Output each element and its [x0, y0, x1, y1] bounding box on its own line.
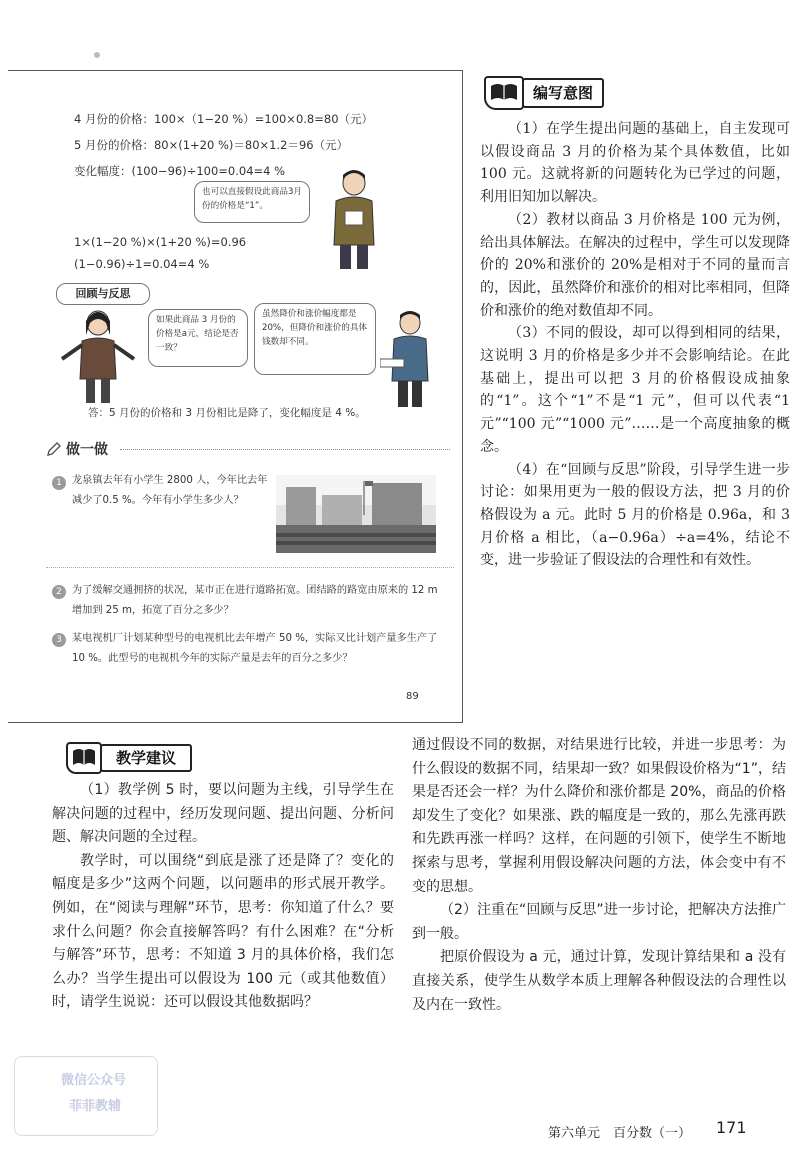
suggest-right-paragraph-2: （2）注重在“回顾与反思”进一步讨论，把解决方法推广到一般。 — [412, 902, 786, 942]
doit-divider — [120, 449, 450, 450]
exercise-3-number: 3 — [52, 633, 66, 647]
suggest-right-paragraph-1: 通过假设不同的数据，对结果进行比较，并进一步思考：为什么假设的数据不同，结果却一致？如果假设价格为“1”，结果是否还会一样？为什么降价和涨价都是 20%，商品的价格却发生了变化？如果涨、跌的幅度是一致的，那么先涨再跌和先跌再涨一样吗？这样，在问题的引领下，使学生不断地探索与思考，掌握利用假设解决问题的方法，体会变中有不变的思想。 — [412, 737, 786, 895]
exercise-2-text: 为了缓解交通拥挤的状况，某市正在进行道路拓宽。团结路的路宽由原来的 12 m 增加到 25 m，拓宽了百分之多少？ — [72, 585, 438, 616]
print-mark — [94, 52, 100, 58]
intent-paragraph-1: （1）在学生提出问题的基础上，自主发现可以假设商品 3 月的价格为某个具体数值，比如 100 元。这就将新的问题转化为已学过的问题，利用旧知加以解决。 — [480, 121, 790, 206]
intent-title: 编写意图 — [522, 78, 604, 108]
intent-paragraph-4: （4）在“回顾与反思”阶段，引导学生进一步讨论：如果用更为一般的假设方法，把 3 月的价格假设为 a 元。此时 5 月的价格是 0.96a，和 3 月价格 a 相比，（a−0.96a）÷a=4%，结论不变，进一步验证了假设法的合理性和有效性。 — [480, 461, 790, 569]
suggest-right-body — [412, 734, 786, 1017]
calc-line-3: 变化幅度：(100−96)÷100=0.04=4 % — [74, 164, 286, 178]
textbook-page — [8, 70, 463, 723]
answer-line: 答：5 月份的价格和 3 月份相比是降了，变化幅度是 4 %。 — [88, 407, 366, 419]
review-label: 回顾与反思 — [56, 283, 150, 305]
suggest-header — [66, 742, 190, 772]
footer-page-number: 171 — [716, 1118, 747, 1137]
suggest-left-paragraph-2: 教学时，可以围绕“到底是涨了还是降了？变化的幅度是多少”这两个问题，以问题串的形式展开教学。例如，在“阅读与理解”环节，思考：你知道了什么？要求什么问题？你会直接解答吗？有什么困难？在“分析与解答”环节，思考：不知道 3 月的具体价格，我们怎么办？当学生提出可以假设为 100 元（或其他数值）时，请学生说说：还可以假设其他数据吗？ — [52, 852, 394, 1011]
intent-paragraph-2: （2）教材以商品 3 月价格是 100 元为例，给出具体解法。在解决的过程中，学生可以发现降价的 20%和涨价的 20%是相对于不同的量而言的，因此，虽然降价和涨价的相对比率相同，但降价和涨价的绝对数值却不同。 — [480, 211, 790, 319]
watermark-line-1: 微信公众号 — [61, 1073, 127, 1088]
exercise-divider-1 — [46, 567, 454, 568]
school-photo — [276, 475, 436, 553]
watermark-line-2: 菲菲教辅 — [69, 1099, 122, 1114]
footer-unit: 第六单元 百分数（一） — [548, 1126, 692, 1141]
suggest-left-paragraph-1: （1）教学例 5 时，要以问题为主线，引导学生在解决问题的过程中，经历发现问题、提出问题、分析问题、解决问题的全过程。 — [52, 782, 394, 846]
suggest-right-paragraph-3: 把原价假设为 a 元，通过计算，发现计算结果和 a 没有直接关系，使学生从数学本质上理解各种假设法的合理性以及内在一致性。 — [412, 949, 786, 1013]
speech-bubble-boy2: 虽然降价和涨价幅度都是 20%，但降价和涨价的具体钱数却不同。 — [254, 303, 376, 375]
suggest-title: 教学建议 — [100, 744, 192, 772]
suggest-left-body — [52, 779, 394, 1015]
girl-illustration — [58, 307, 138, 405]
speech-bubble-girl: 如果此商品 3 月份的价格是a元，结论是否一致？ — [148, 309, 248, 367]
intent-paragraph-3: （3）不同的假设，却可以得到相同的结果，这说明 3 月的价格是多少并不会影响结论。在此基础上，提出可以把 3 月的价格假设成抽象的“1”。这个“1”不是“1 元”，但可以代表“1 元”“100 元”“1000 元”……是一个高度抽象的概念。 — [480, 325, 790, 455]
textbook-page-number: 89 — [406, 691, 419, 702]
intent-header — [484, 76, 602, 108]
exercise-1-number: 1 — [52, 476, 66, 490]
calc-line-2: 5 月份的价格：80×(1+20 %)＝80×1.2＝96（元） — [74, 138, 349, 152]
watermark — [14, 1056, 158, 1136]
exercise-2-number: 2 — [52, 585, 66, 599]
teacher-book-icon — [66, 742, 102, 774]
speech-bubble-boy: 也可以直接假设此商品3月份的价格是“1”。 — [194, 181, 310, 223]
boy2-illustration — [380, 309, 438, 409]
pencil-icon — [46, 441, 62, 457]
exercise-3-text: 某电视机厂计划某种型号的电视机比去年增产 50 %，实际又比计划产量多生产了 10 %。此型号的电视机今年的实际产量是去年的百分之多少？ — [72, 633, 438, 664]
boy-illustration — [326, 167, 382, 271]
calc-line-5: (1−0.96)÷1=0.04=4 % — [74, 257, 210, 271]
intent-body — [480, 118, 790, 572]
doit-title: 做一做 — [66, 442, 108, 458]
book-icon — [484, 76, 524, 110]
calc-line-4: 1×(1−20 %)×(1+20 %)=0.96 — [74, 235, 247, 249]
calc-line-1: 4 月份的价格：100×（1−20 %）=100×0.8=80（元） — [74, 112, 374, 126]
exercise-1-text: 龙泉镇去年有小学生 2800 人，今年比去年减少了0.5 %。今年有小学生多少人？ — [72, 475, 268, 506]
